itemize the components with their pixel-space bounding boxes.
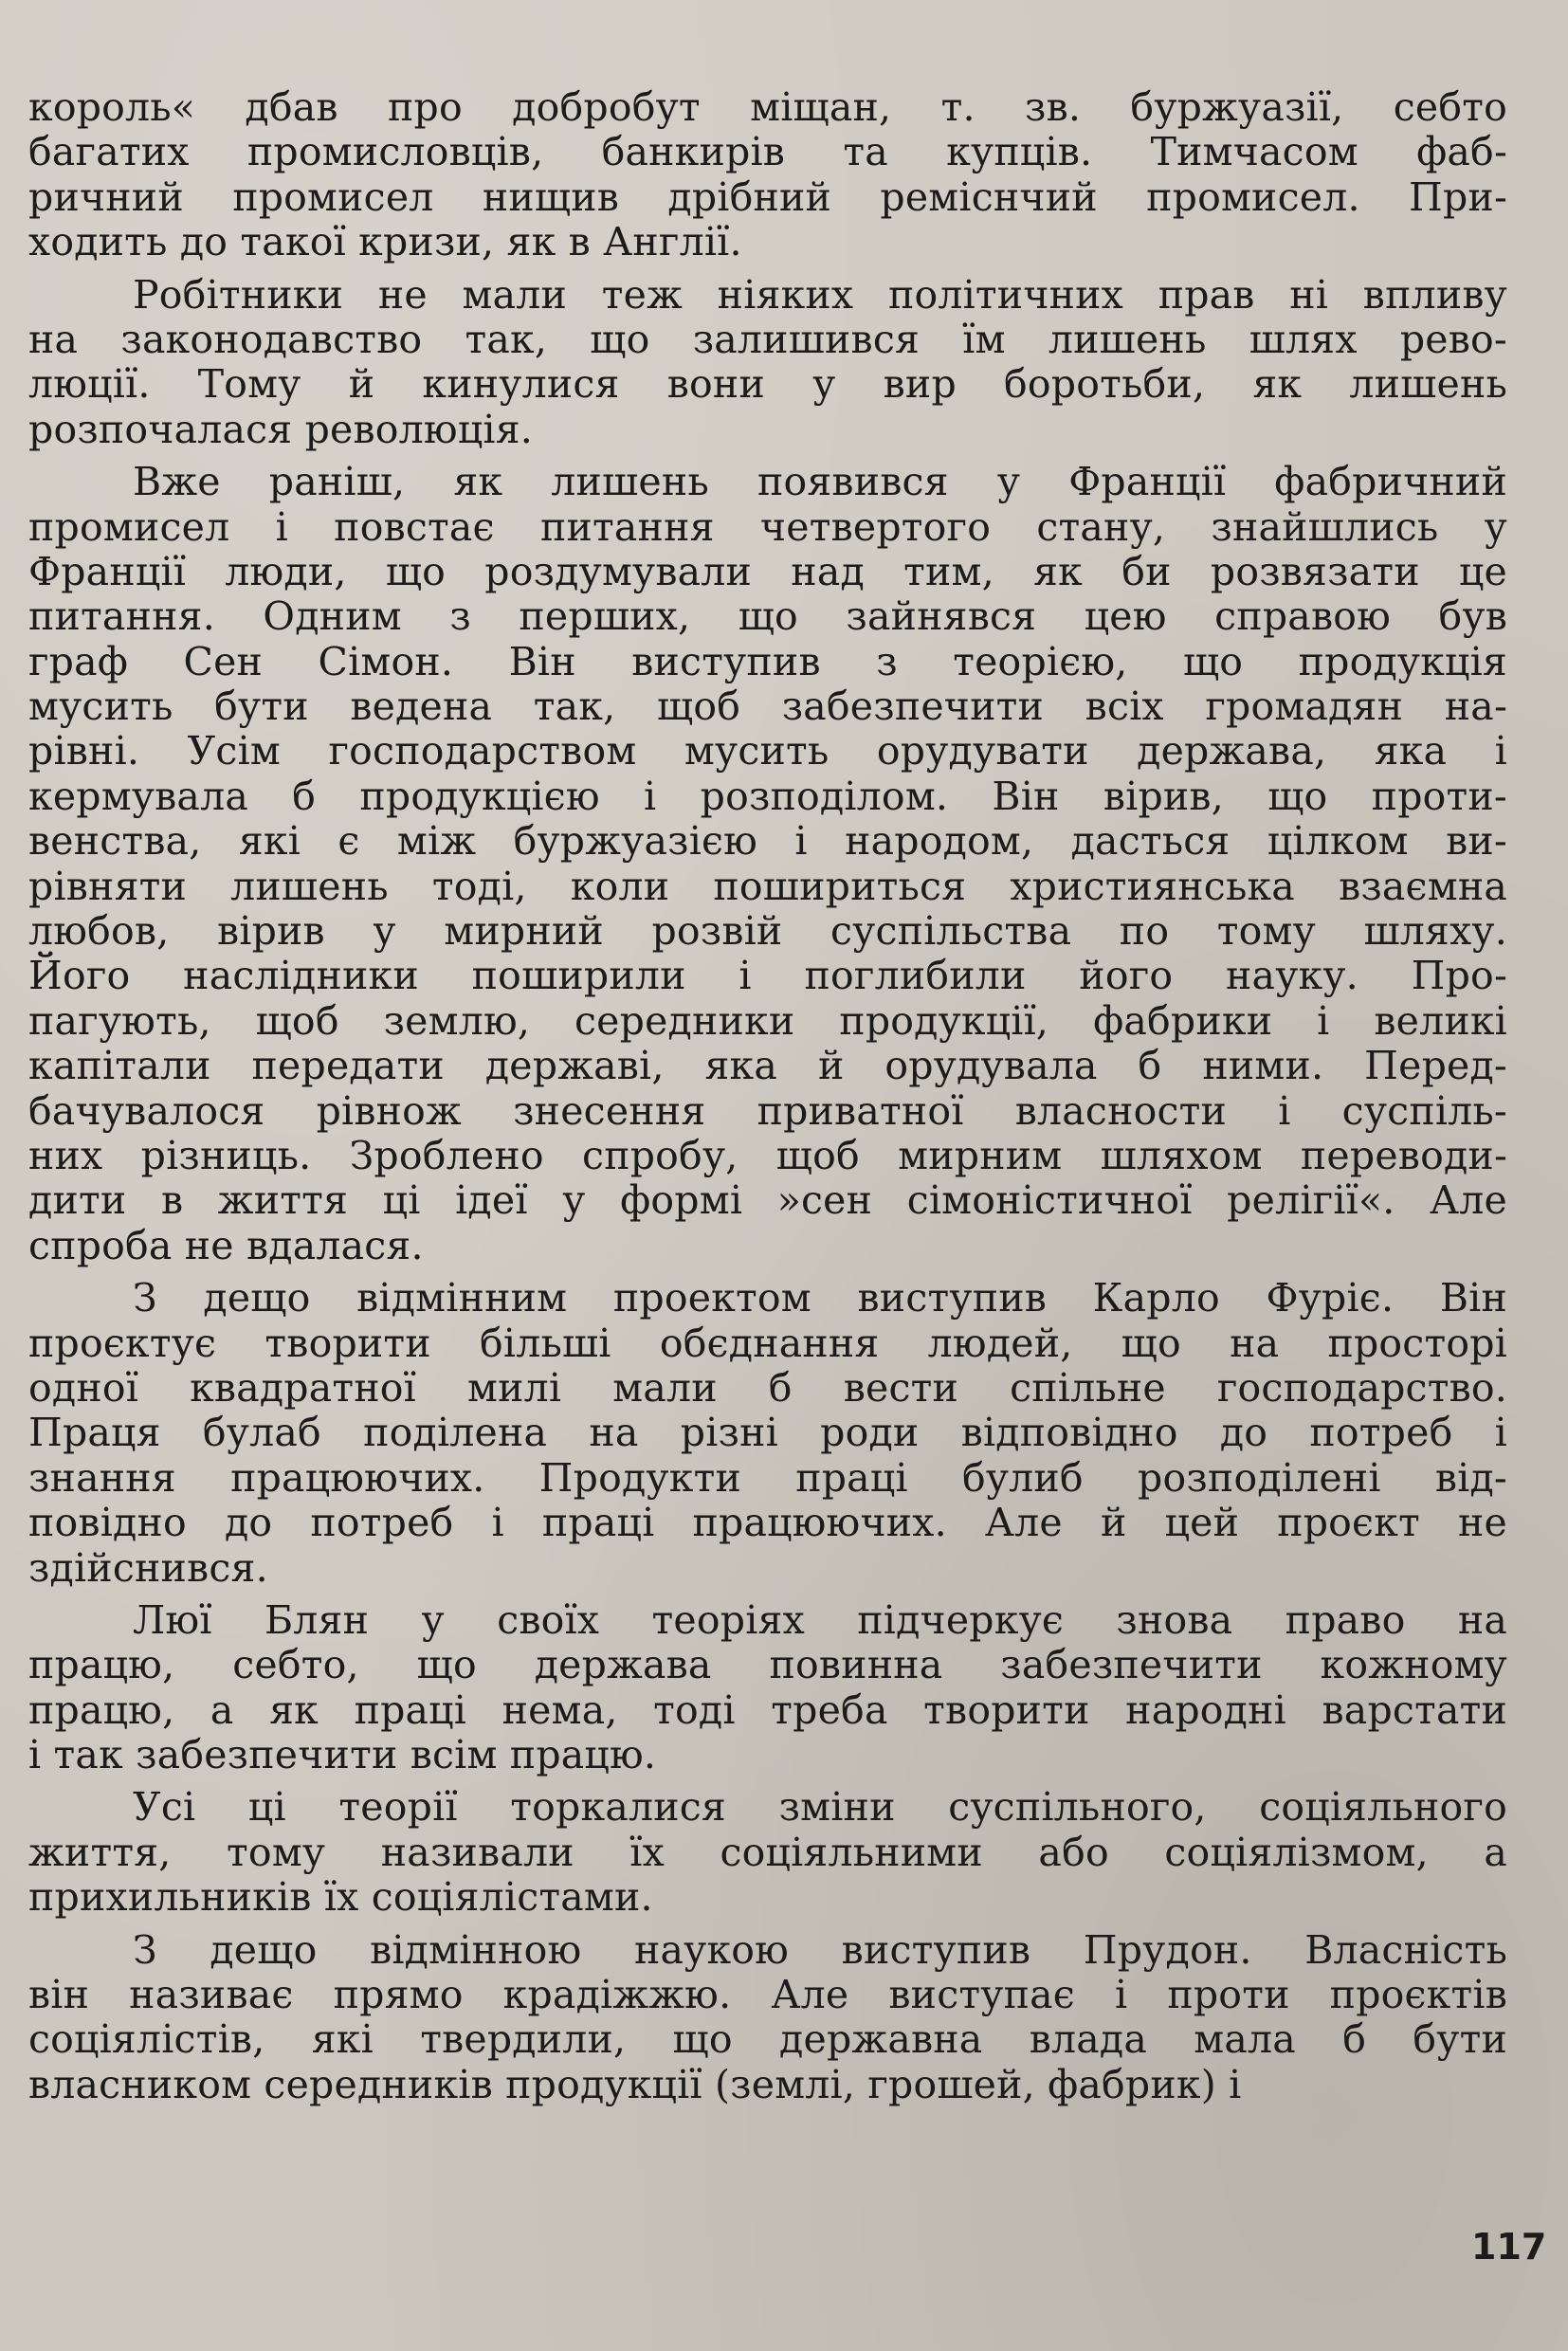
text-line: ходить до такої кризи, як в Англії. (28, 219, 742, 265)
text-line: він називає прямо крадіжжю. Але виступає і проти проєктів (28, 1972, 1507, 2018)
text-line: Усі ці теорії торкалися зміни суспільного, соціяльного (133, 1784, 1507, 1831)
paragraph (28, 1785, 1507, 1920)
text-line: рівняти лишень тоді, коли пошириться християнська взаємна (28, 863, 1507, 909)
text-line: Вже раніш, як лишень появився у Франції фабричний (133, 459, 1507, 505)
text-line: капітали передати державі, яка й орудувала б ними. Перед- (28, 1043, 1507, 1089)
text-line: життя, тому називали їх соціяльними або соціялізмом, а (28, 1829, 1507, 1875)
text-line: рівні. Усім господарством мусить орудувати держава, яка і (28, 728, 1507, 775)
text-line: власником середників продукції (землі, грошей, фабрик) і (28, 2061, 1242, 2107)
text-line: кермувала б продукцією і розподілом. Він вірив, що проти- (28, 773, 1507, 819)
text-line: венства, які є між буржуазією і народом, дасться цілком ви- (28, 818, 1507, 865)
text-line: питання. Одним з перших, що зайнявся цею справою був (28, 593, 1507, 640)
text-line: Люї Блян у своїх теоріях підчеркує знова право на (133, 1596, 1507, 1643)
text-line: З дещо відмінною наукою виступив Прудон. Власність (133, 1926, 1507, 1973)
text-line: працю, а як праці нема, тоді треба творити народні варстати (28, 1686, 1507, 1733)
paragraph (28, 460, 1507, 1268)
text-line: одної квадратної милі мали б вести спільне господарство. (28, 1364, 1507, 1411)
text-line: соціялістів, які твердили, що державна влада мала б бути (28, 2016, 1507, 2063)
text-line: любов, вірив у мирний розвій суспільства по тому шляху. (28, 908, 1507, 955)
text-line: дити в життя ці ідеї у формі »сен сімоністичної релігії«. Але (28, 1177, 1507, 1224)
text-line: король« дбав про добробут міщан, т. зв. буржуазії, себто (28, 84, 1507, 130)
text-line: повідно до потреб і праці працюючих. Але й цей проєкт не (28, 1500, 1507, 1546)
paragraph (28, 1276, 1507, 1591)
text-line: них різниць. Зроблено спробу, щоб мирним шляхом переводи- (28, 1132, 1507, 1178)
text-line: спроба не вдалася. (28, 1222, 424, 1268)
text-line: мусить бути ведена так, щоб забезпечити всіх громадян на- (28, 683, 1507, 730)
text-line: прихильників їх соціялістами. (28, 1874, 653, 1921)
page-number: 117 (1471, 2226, 1547, 2268)
text-line: багатих промисловців, банкирів та купців. Тимчасом фаб- (28, 129, 1507, 175)
paragraph (28, 1598, 1507, 1778)
text-line: Праця булаб поділена на різні роди відповідно до потреб і (28, 1410, 1507, 1456)
paragraph (28, 1928, 1507, 2108)
paragraph (28, 85, 1507, 265)
text-line: Його наслідники поширили і поглибили його науку. Про- (28, 953, 1507, 999)
book-page (28, 84, 1547, 2294)
paragraph (28, 273, 1507, 453)
text-column (28, 85, 1507, 2107)
text-line: Робітники не мали теж ніяких політичних прав ні впливу (133, 271, 1507, 318)
text-line: знання працюючих. Продукти праці булиб розподілені від- (28, 1454, 1507, 1501)
text-line: промисел і повстає питання четвертого стану, знайшлись у (28, 503, 1507, 550)
text-line: розпочалася революція. (28, 406, 533, 452)
text-line: З дещо відмінним проектом виступив Карло Фуріє. Він (133, 1275, 1507, 1321)
text-line: Франції люди, що роздумували над тим, як би розвязати це (28, 548, 1507, 594)
text-line: пагують, щоб землю, середники продукції, фабрики і великі (28, 997, 1507, 1044)
text-line: працю, себто, що держава повинна забезпечити кожному (28, 1642, 1507, 1688)
text-line: здійснився. (28, 1544, 268, 1591)
text-line: люції. Тому й кинулися вони у вир боротьби, як лишень (28, 361, 1507, 408)
text-line: ричний промисел нищив дрібний реміснчий промисел. При- (28, 173, 1507, 220)
text-line: граф Сен Сімон. Він виступив з теорією, що продукція (28, 638, 1507, 684)
text-line: бачувалося рівнож знесення приватної власности і суспіль- (28, 1087, 1507, 1134)
text-line: на законодавство так, що залишився їм лишень шлях рево- (28, 316, 1507, 362)
text-line: проєктує творити більші обєднання людей, що на просторі (28, 1320, 1507, 1366)
text-line: і так забезпечити всім працю. (28, 1732, 657, 1778)
